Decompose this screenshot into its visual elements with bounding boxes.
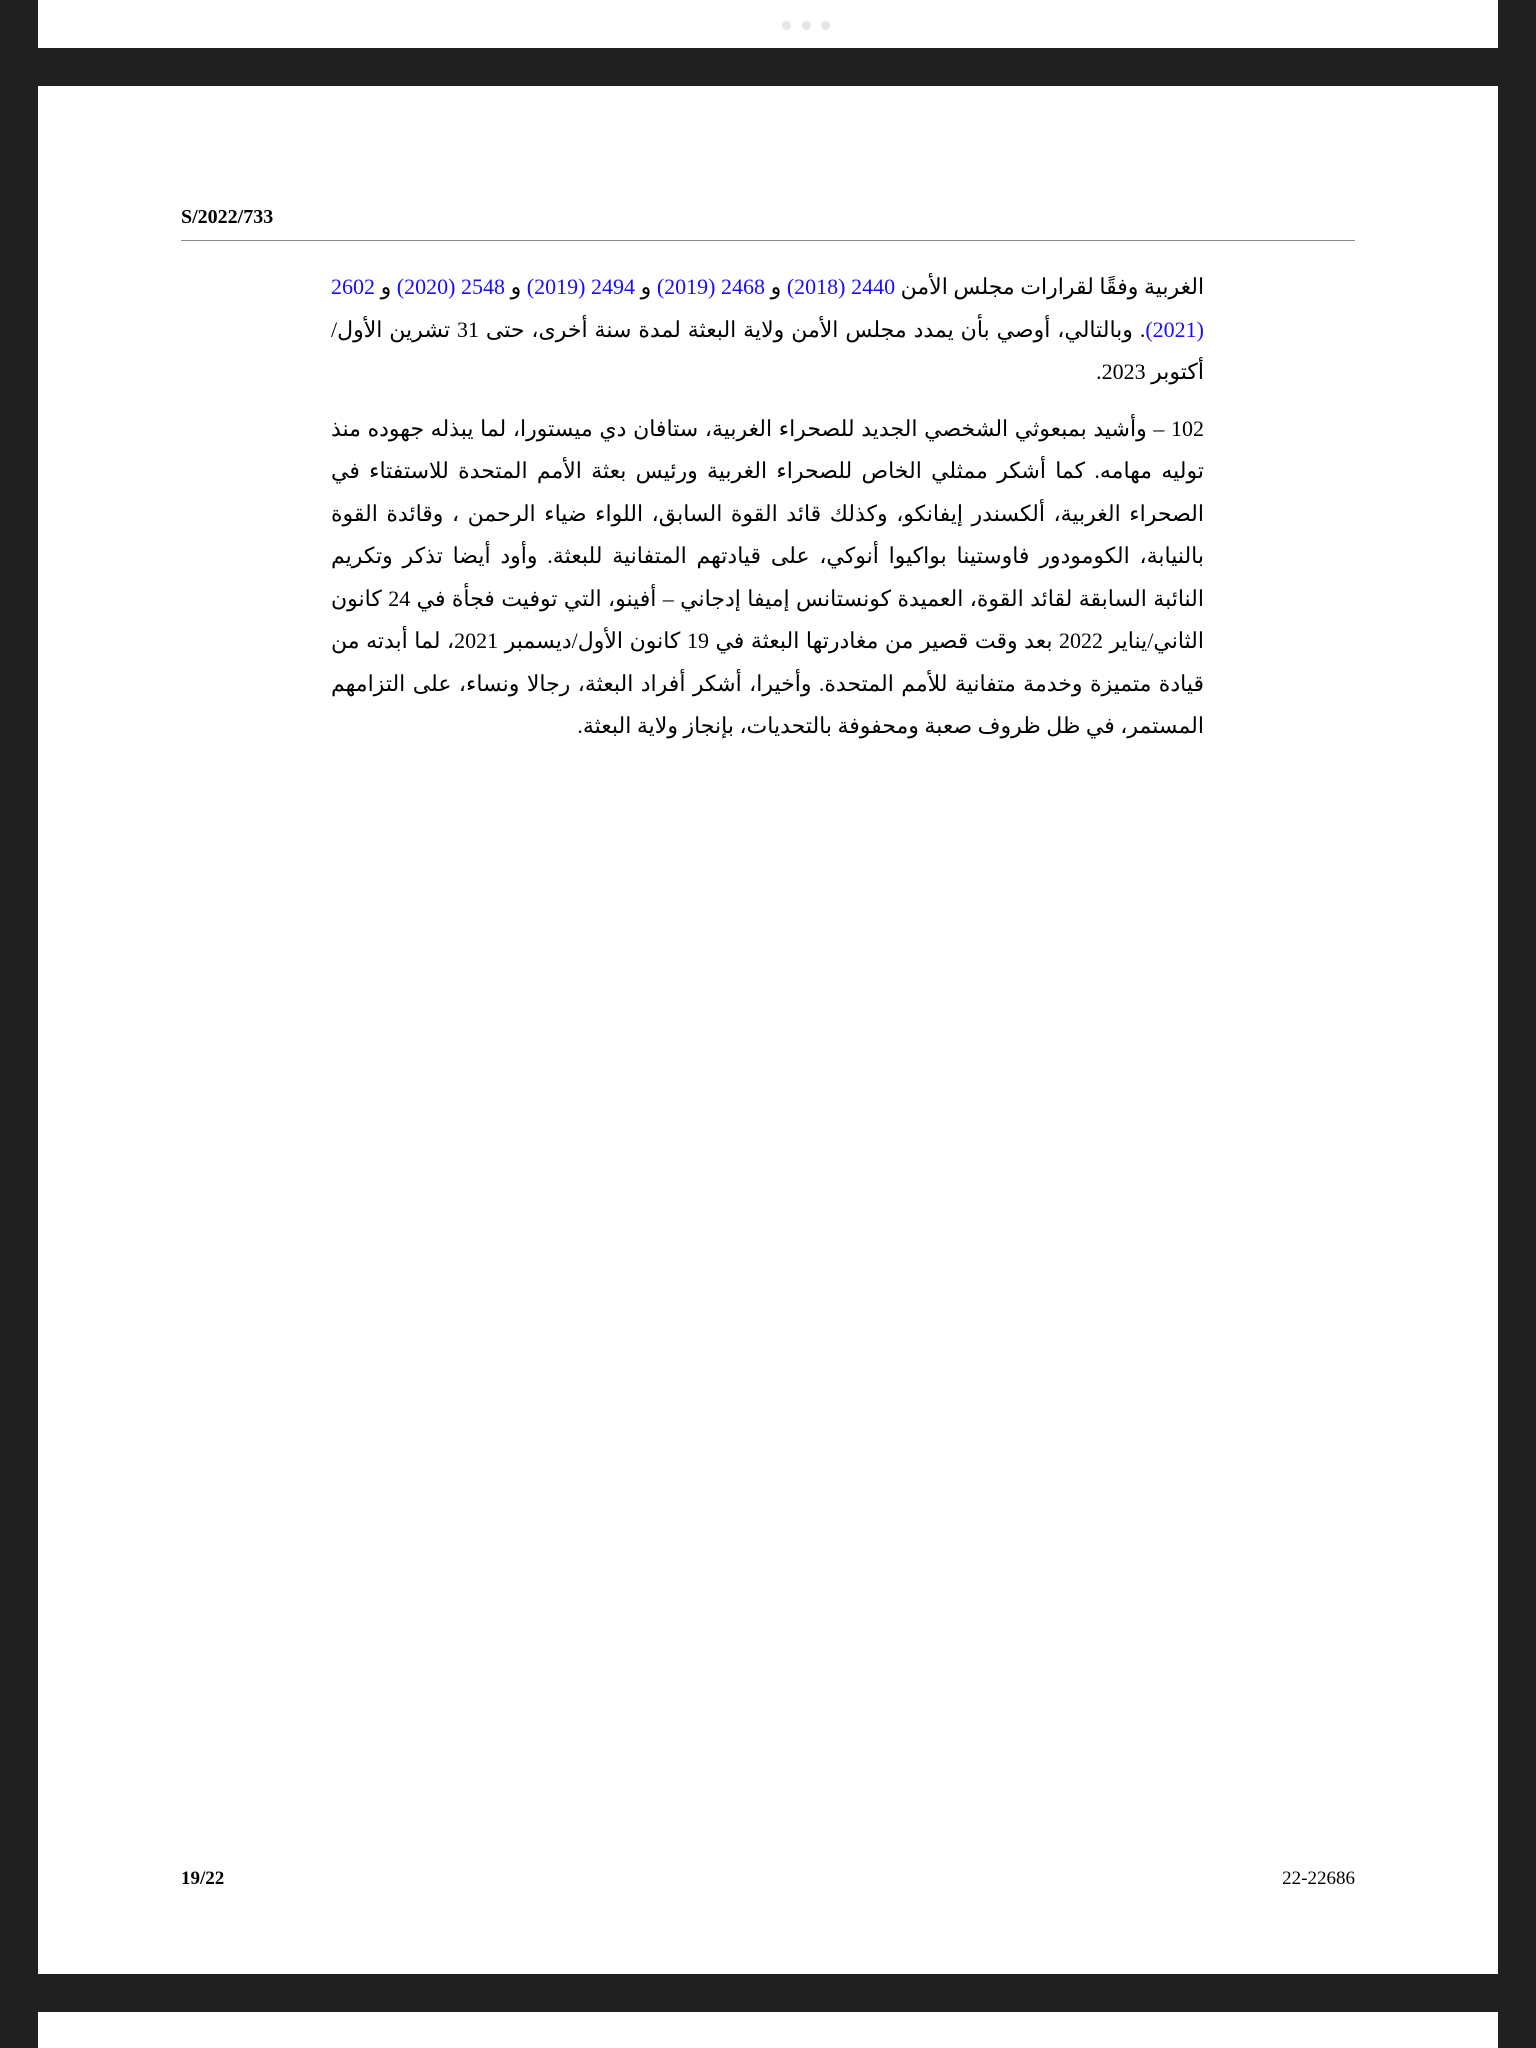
document-page: [38, 86, 1498, 1974]
paragraph-continued: [331, 266, 1204, 394]
job-number: 22-22686: [1282, 1868, 1355, 1889]
conjunction: و: [635, 274, 657, 299]
resolution-link-2602[interactable]: 2602 (2021): [331, 274, 1204, 342]
conjunction: و: [505, 274, 527, 299]
paragraph-102: [331, 408, 1204, 748]
dot: [821, 21, 830, 30]
page-number: 19/22: [181, 1868, 225, 1889]
resolution-link-2468[interactable]: 2468 (2019): [656, 274, 766, 299]
paragraph-intro: الغربية وفقًا لقرارات مجلس الأمن: [900, 274, 1205, 299]
paragraph-number: 102: [1171, 415, 1204, 441]
next-page: [38, 2012, 1498, 2048]
resolution-link-2548[interactable]: 2548 (2020): [396, 274, 506, 299]
document-symbol: S/2022/733: [181, 206, 274, 228]
more-options-icon[interactable]: [782, 19, 830, 31]
resolution-link-2494[interactable]: 2494 (2019): [526, 274, 636, 299]
paragraph-dash: –: [1146, 415, 1171, 441]
previous-page: [38, 0, 1498, 48]
conjunction: و: [765, 274, 787, 299]
paragraph-outro: . وبالتالي، أوصي بأن يمدد مجلس الأمن ولاية البعثة لمدة سنة أخرى، حتى 31 تشرين الأول/أكتوبر 2023.: [331, 316, 1204, 384]
dot: [802, 21, 811, 30]
paragraph-text: وأشيد بمبعوثي الشخصي الجديد للصحراء الغربية، ستافان دي ميستورا، لما يبذله جهوده منذ توليه مهامه. كما أشكر ممثلي الخاص للصحراء الغربية ورئيس بعثة الأمم المتحدة للاستفتاء في الصحراء الغربية، ألكسندر إيفانكو، وكذلك قائد القوة السابق، اللواء ضياء الرحمن ، وقائدة القوة بالنيابة، الكومودور فاوستينا بواكيوا أنوكي، على قيادتهم المتفانية للبعثة. وأود أيضا تذكر وتكريم النائبة السابقة لقائد القوة، العميدة كونستانس إميفا إدجاني – أفينو، التي توفيت فجأة في 24 كانون الثاني/يناير 2022 بعد وقت قصير من مغادرتها البعثة في 19 كانون الأول/ديسمبر 2021، لما أبدته من قيادة متميزة وخدمة متفانية للأمم المتحدة. وأخيرا، أشكر أفراد البعثة، رجالا ونساء، على التزامهم المستمر، في ظل ظروف صعبة ومحفوفة بالتحديات، بإنجاز ولاية البعثة.: [331, 415, 1204, 738]
resolution-link-2440[interactable]: 2440 (2018): [786, 274, 896, 299]
header-divider: [181, 240, 1355, 241]
conjunction: و: [375, 274, 392, 299]
page-body: [331, 266, 1204, 748]
dot: [782, 21, 791, 30]
